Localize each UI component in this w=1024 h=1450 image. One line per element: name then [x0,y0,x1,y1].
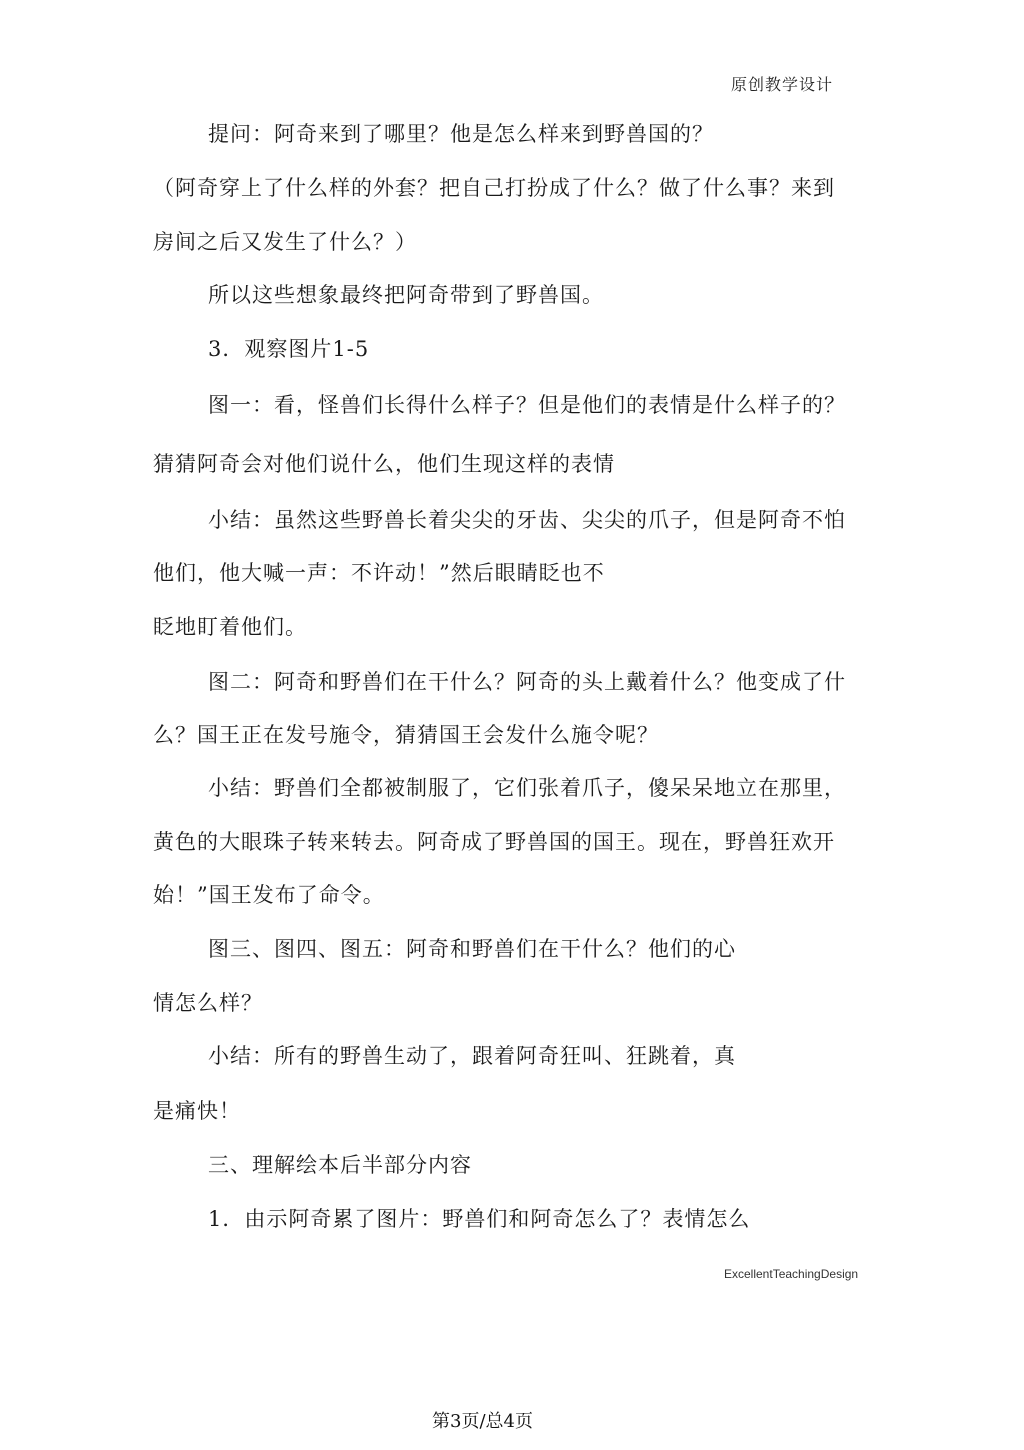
text-line: 眨地盯着他们。 [153,615,307,639]
text-line: 1．由示阿奇累了图片：野兽们和阿奇怎么了？表情怎么 [208,1207,751,1231]
footer-tagline: ExcellentTeachingDesign [724,1267,859,1281]
text-line: 图三、图四、图五：阿奇和野兽们在干什么？他们的心 [208,937,736,961]
text-line: 情怎么样？ [153,991,263,1015]
text-line: （阿奇穿上了什么样的外套？把自己打扮成了什么？做了什么事？来到 [153,176,835,200]
text-line: 房间之后又发生了什么？） [153,230,417,254]
text-line: 提问：阿奇来到了哪里？他是怎么样来到野兽国的？ [208,122,714,146]
text-line: 小结：虽然这些野兽长着尖尖的牙齿、尖尖的爪子，但是阿奇不怕 [208,508,846,532]
page-header-label: 原创教学设计 [731,75,834,94]
section-heading: 三、理解绘本后半部分内容 [208,1153,472,1177]
text-line: 猜猜阿奇会对他们说什么，他们生现这样的表情 [153,452,615,476]
text-line: 图一：看，怪兽们长得什么样子？但是他们的表情是什么样子的？ [208,393,846,417]
text-line: 么？国王正在发号施令，猜猜国王会发什么施令呢？ [153,723,659,747]
section-heading: 3．观察图片1-5 [208,337,370,361]
text-line: 黄色的大眼珠子转来转去。阿奇成了野兽国的国王。现在，野兽狂欢开 [153,830,835,854]
text-line: 小结：野兽们全都被制服了，它们张着爪子，傻呆呆地立在那里， [208,776,846,800]
text-line: 图二：阿奇和野兽们在干什么？阿奇的头上戴着什么？他变成了什 [208,670,846,694]
text-line: 是痛快！ [153,1099,241,1123]
text-line: 他们，他大喊一声：不许动！”然后眼睛眨也不 [153,561,605,585]
text-line: 小结：所有的野兽生动了，跟着阿奇狂叫、狂跳着，真 [208,1044,736,1068]
text-line: 始！”国王发布了命令。 [153,883,385,907]
text-line: 所以这些想象最终把阿奇带到了野兽国。 [208,283,604,307]
page-number: 第3页/总4页 [432,1411,533,1432]
